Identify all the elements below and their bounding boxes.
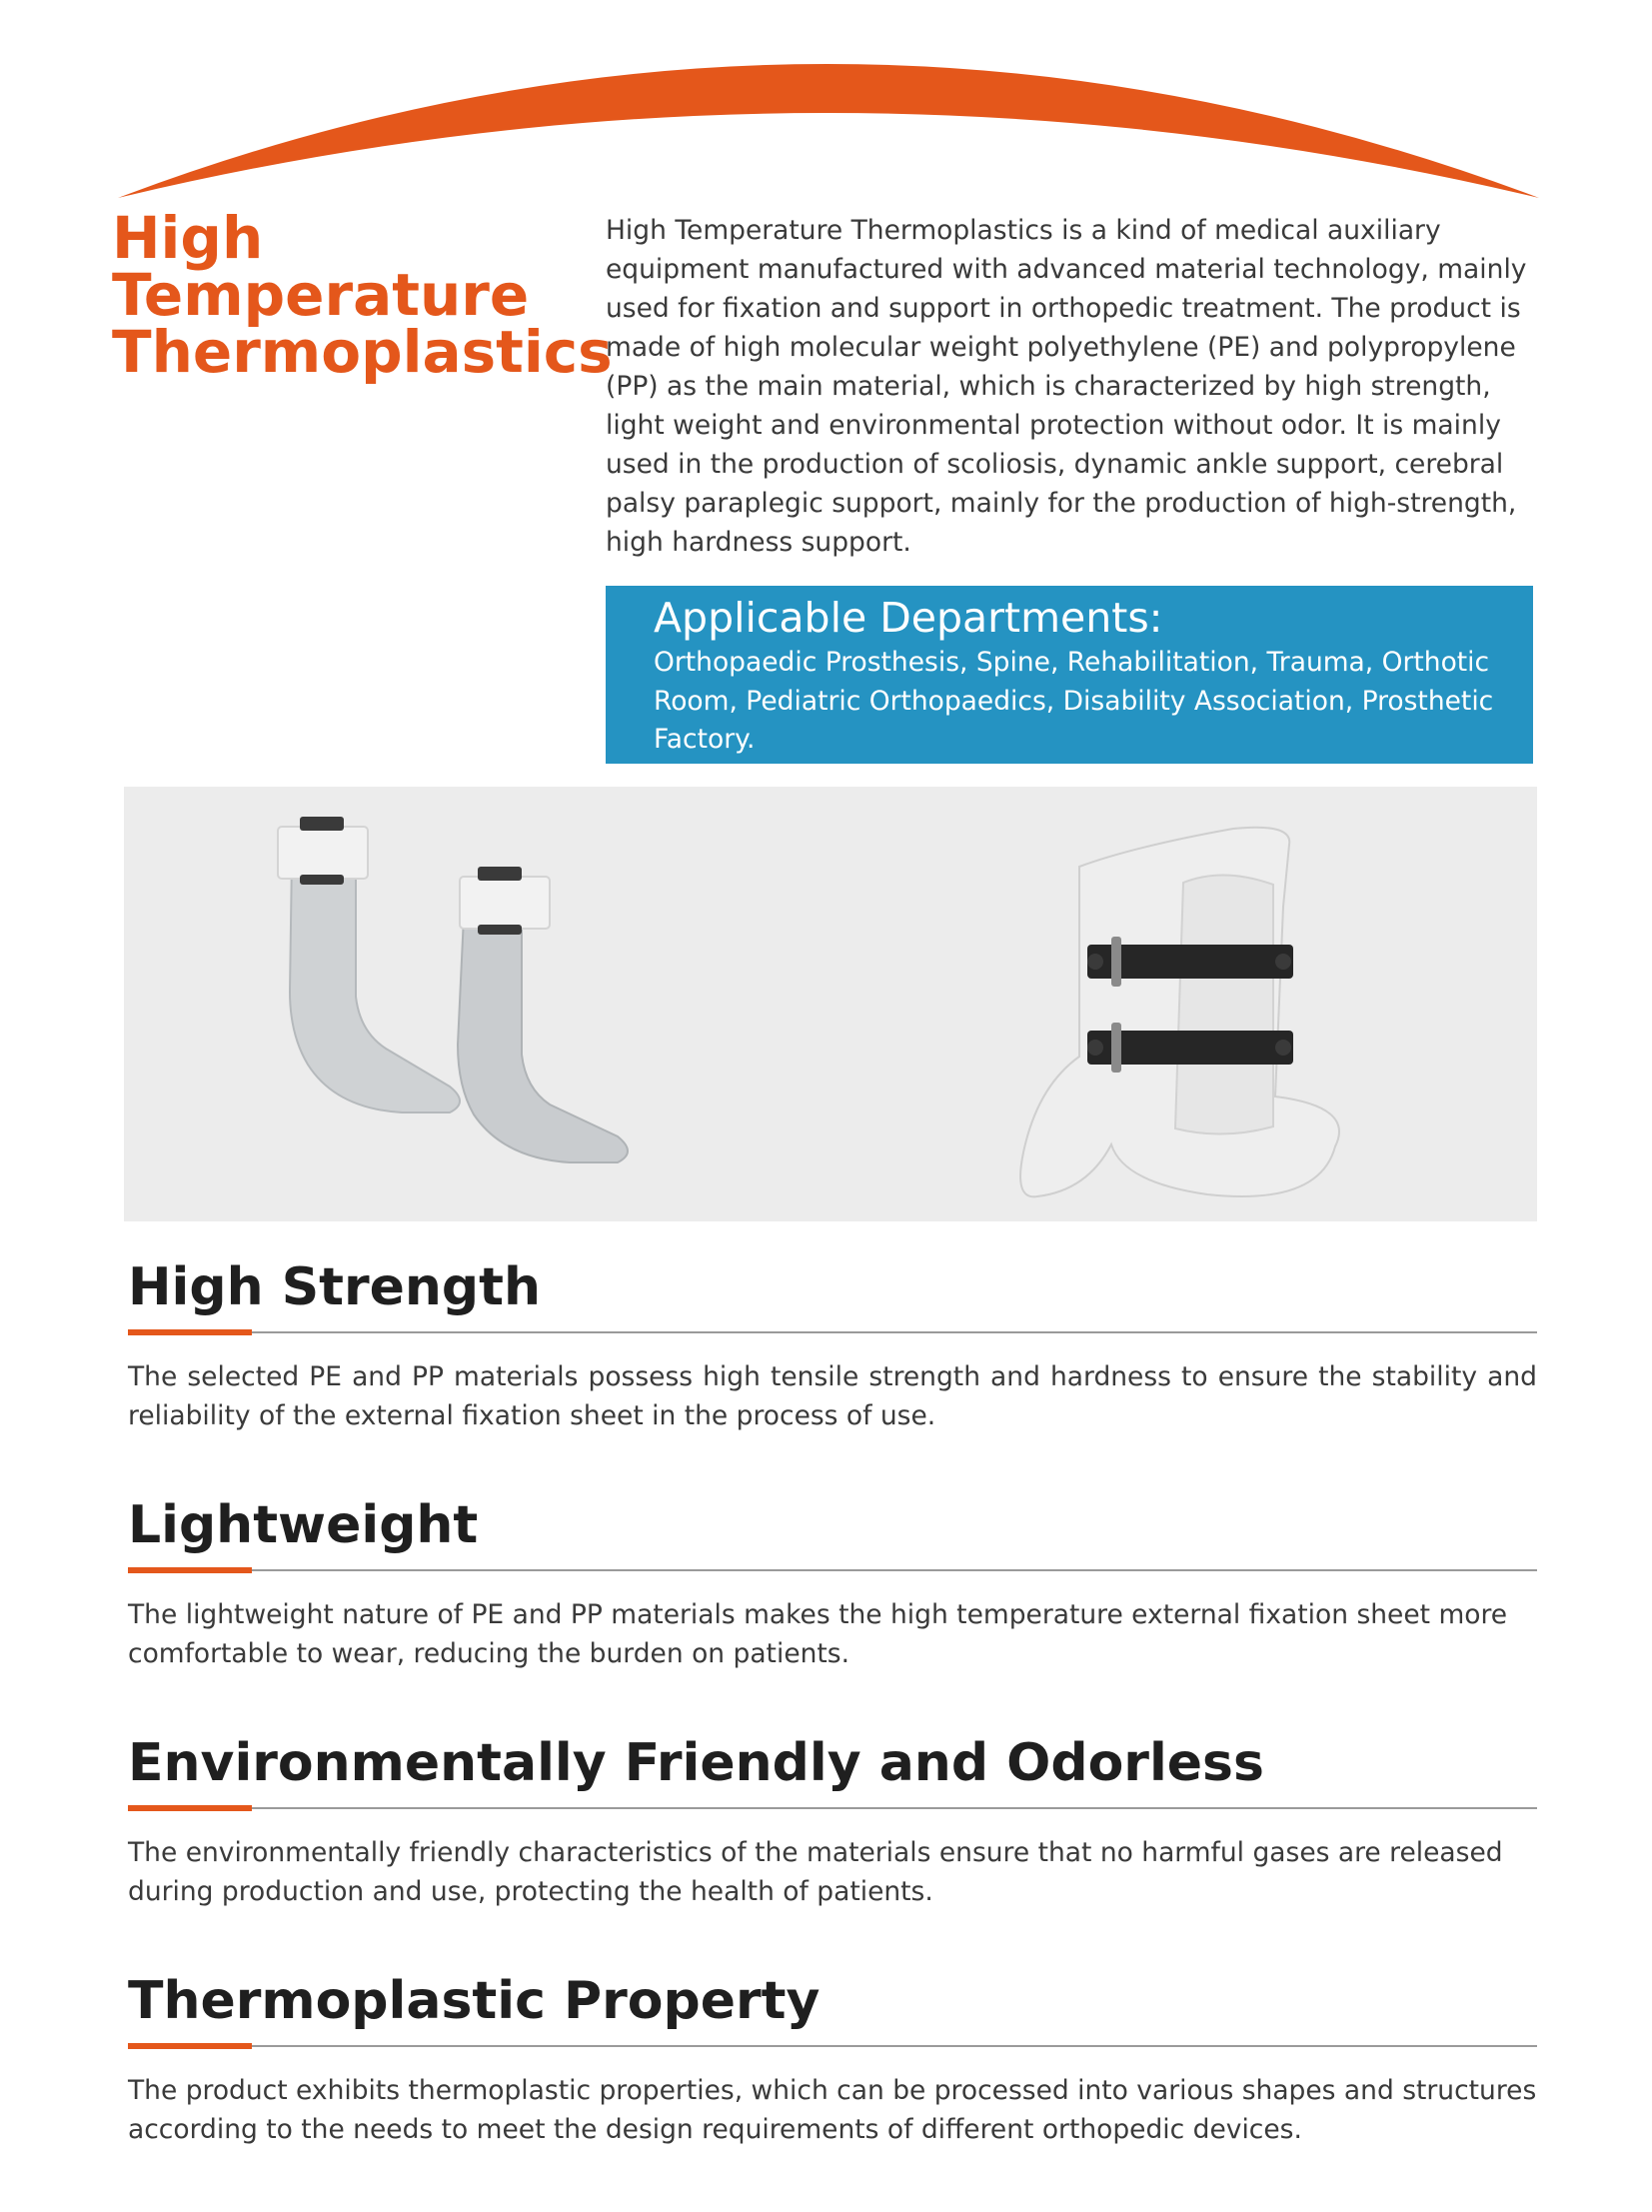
section-divider xyxy=(128,1803,1537,1811)
decorative-arc xyxy=(0,0,1652,220)
title-line-3: Thermoplastics xyxy=(112,318,613,386)
page-title xyxy=(112,204,613,386)
ankle-foot-orthosis-icon xyxy=(278,817,628,1162)
feature-description: The lightweight nature of PE and PP materials makes the high temperature external fixation sheet more comfortable to wear, reducing the burden on patients. xyxy=(128,1599,1508,1669)
intro-paragraph: High Temperature Thermoplastics is a kind of medical auxiliary equipment manufactured with advanced material technology, mainly used for fixation and support in orthopedic treatment. The product is made of high molecular weight polyethylene (PE) and polypropylene (PP) as the main material, which is characterized by high strength, light weight and environmental protection without odor. It is mainly used in the production of scoliosis, dynamic ankle support, cerebral palsy paraplegic support, mainly for the production of high-strength, high hardness support. xyxy=(606,215,1527,558)
section-divider xyxy=(128,2041,1537,2049)
feature-lightweight xyxy=(128,1495,1537,1673)
feature-description: The environmentally friendly characteristics of the materials ensure that no harmful gases are released during production and use, protecting the health of patients. xyxy=(128,1837,1503,1907)
feature-title: Environmentally Friendly and Odorless xyxy=(128,1733,1264,1793)
feature-title: Lightweight xyxy=(128,1495,479,1555)
section-divider xyxy=(128,1327,1537,1335)
applicable-departments-box xyxy=(606,586,1533,764)
section-divider xyxy=(128,1565,1537,1573)
departments-title: Applicable Departments: xyxy=(654,594,1163,642)
product-image-panel xyxy=(124,787,1537,1221)
feature-description: The product exhibits thermoplastic properties, which can be processed into various shapes and structures according to the needs to meet the design requirements of different orthopedic devices. xyxy=(128,2075,1537,2145)
feature-title: High Strength xyxy=(128,1257,542,1317)
feature-thermoplastic-property xyxy=(128,1971,1537,2149)
feature-high-strength xyxy=(128,1257,1537,1435)
spinal-brace-icon xyxy=(1020,828,1339,1197)
feature-title: Thermoplastic Property xyxy=(128,1971,821,2031)
feature-environmentally-friendly xyxy=(128,1733,1537,1911)
departments-list: Orthopaedic Prosthesis, Spine, Rehabilitation, Trauma, Orthotic Room, Pediatric Orthopaedics, Disability Association, Prosthetic Factory. xyxy=(654,647,1494,755)
title-line-2: Temperature xyxy=(112,261,530,329)
title-line-1: High xyxy=(112,204,264,272)
feature-description: The selected PE and PP materials possess high tensile strength and hardness to ensure the stability and reliability of the external fixation sheet in the process of use. xyxy=(128,1361,1537,1431)
